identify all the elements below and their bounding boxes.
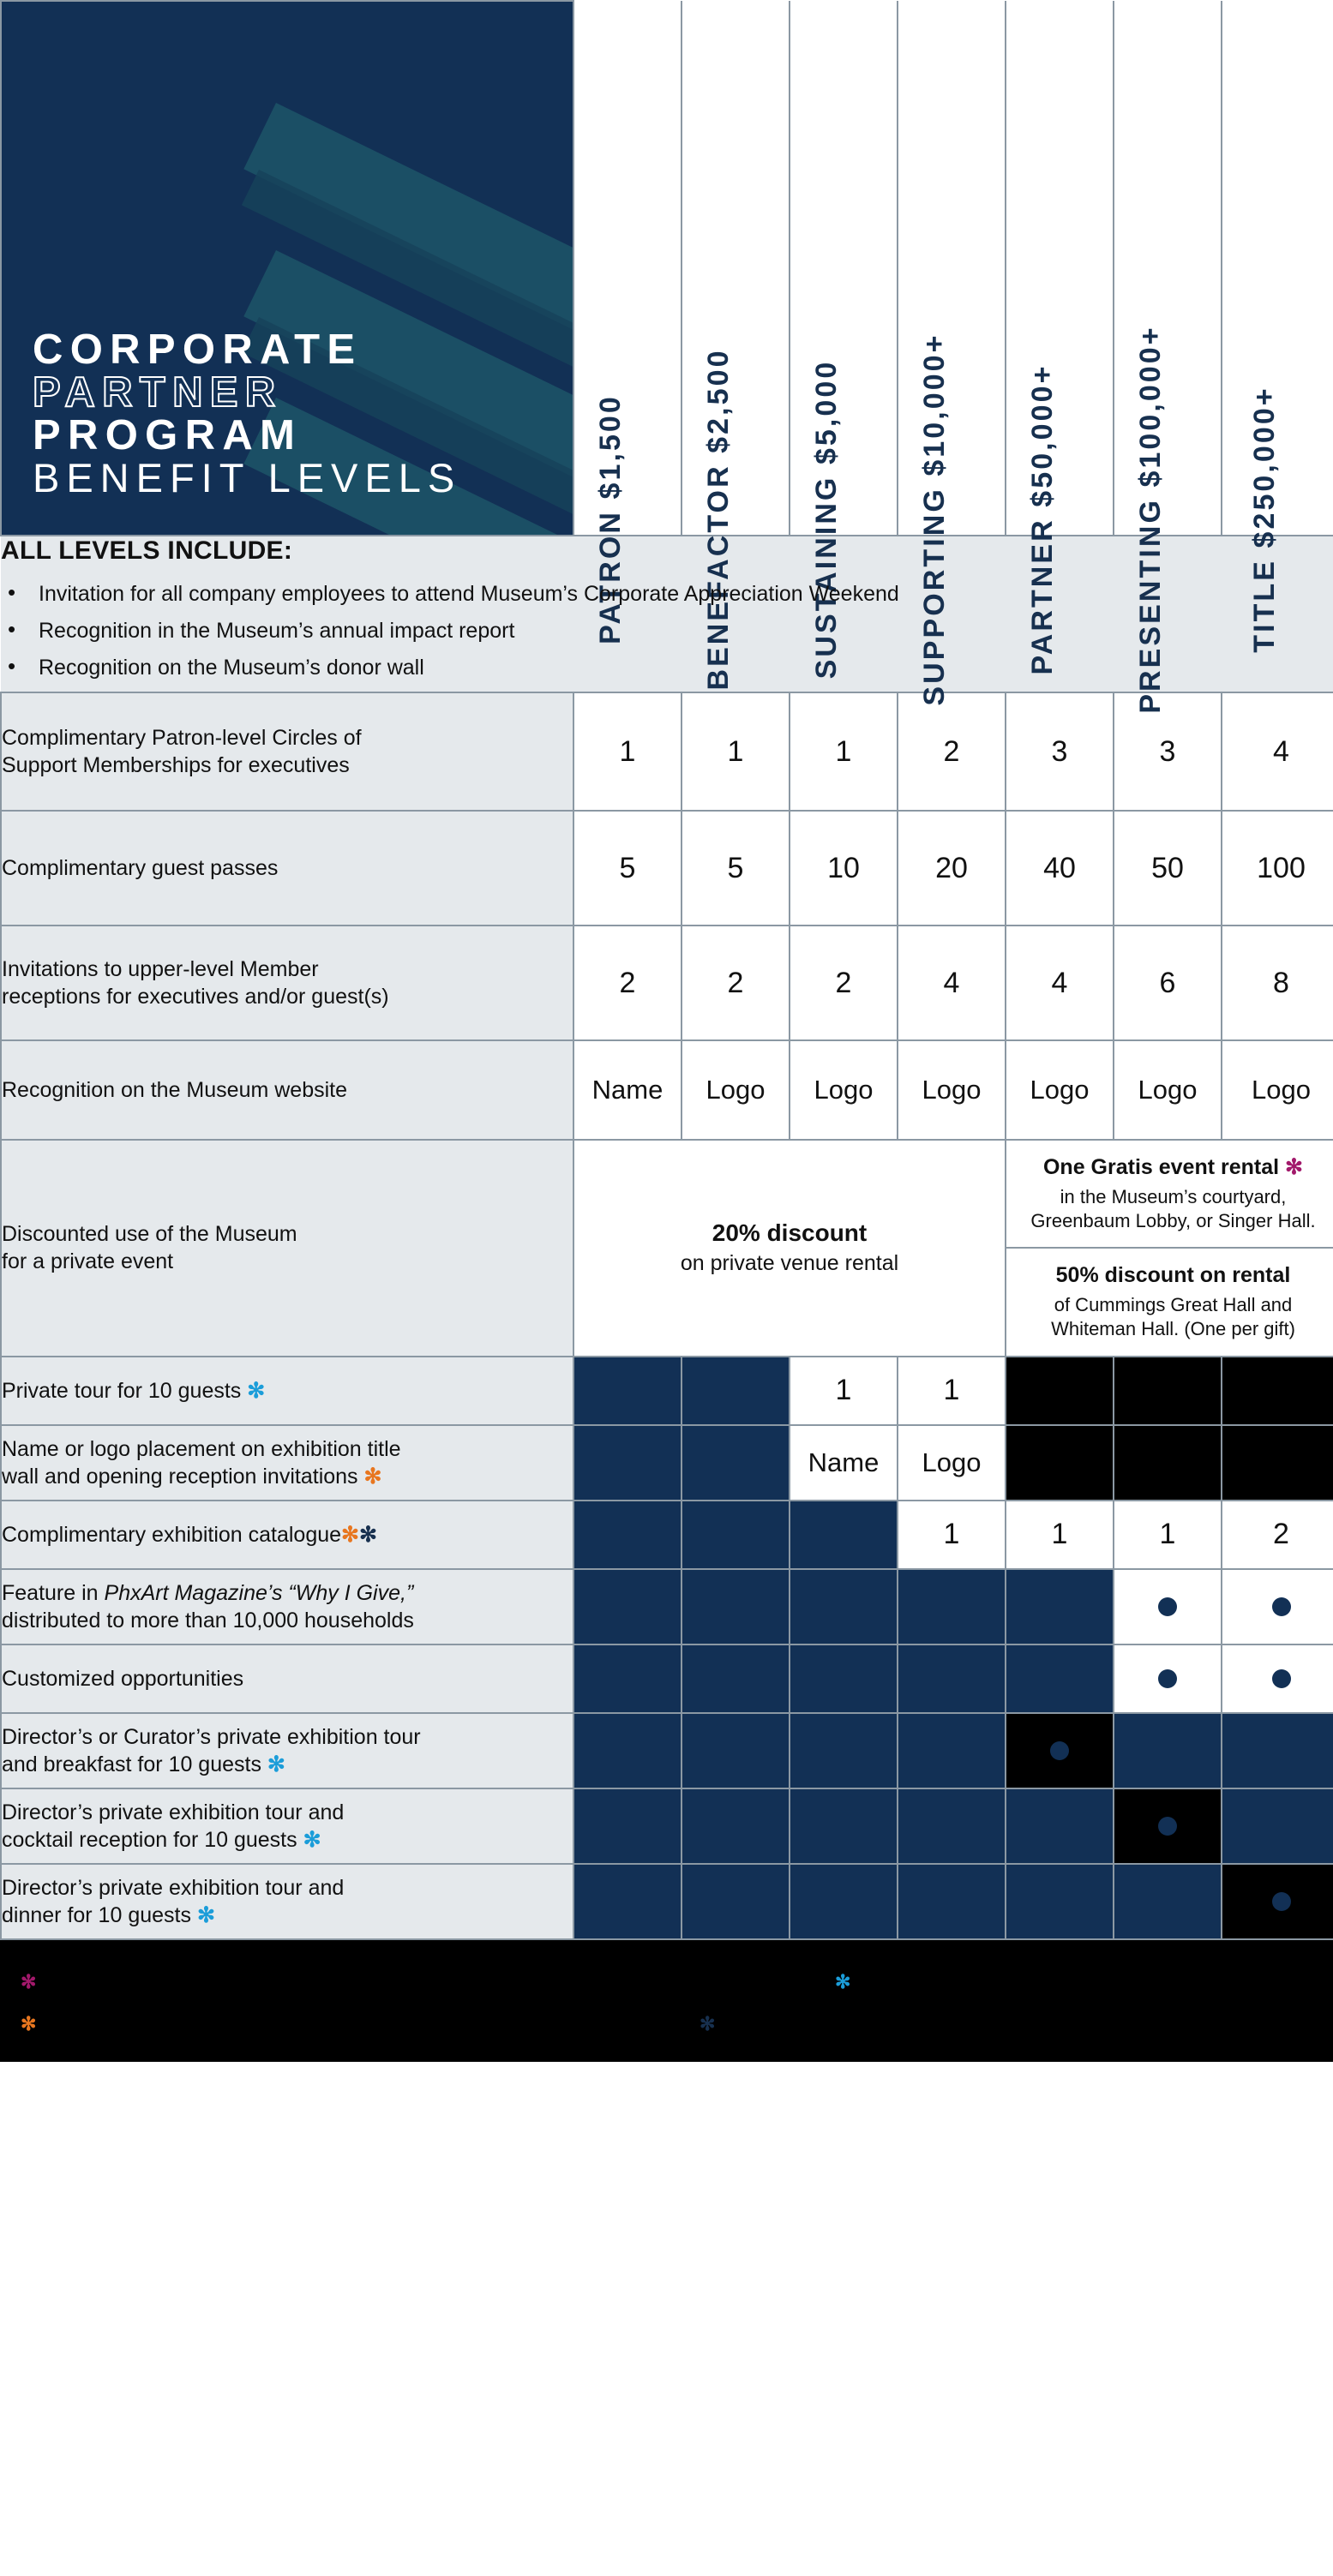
row-label-private-event xyxy=(1,1140,573,1357)
cell-unavailable xyxy=(573,1788,682,1864)
cell-blank-black xyxy=(1114,1357,1222,1425)
row-label-line1: Feature in PhxArt Magazine’s “Why I Give,” xyxy=(2,1580,414,1605)
brand-block xyxy=(1,1,573,536)
asterisk-orange-icon: ✻ xyxy=(21,2013,37,2035)
tier-header-label: TITLE $250,000+ xyxy=(1248,386,1281,653)
row-label-line2-wrap xyxy=(2,1826,573,1854)
row-label-line1: Complimentary guest passes xyxy=(2,856,279,880)
table-row xyxy=(1,1644,1333,1713)
gratis-rental-block xyxy=(1006,1141,1333,1247)
cell-value: 1 xyxy=(898,1357,1006,1425)
gratis-rental-text: One Gratis event rental xyxy=(1042,1155,1280,1179)
cell-unavailable xyxy=(573,1357,682,1425)
row-label-exhibition-catalogue xyxy=(1,1501,573,1569)
asterisk-orange-icon: ✻ xyxy=(341,1522,359,1547)
table-row xyxy=(1,1864,1333,1939)
cell-unavailable xyxy=(682,1644,790,1713)
cell-unavailable xyxy=(790,1713,898,1788)
list-item: • Recognition in the Museum’s annual impact report xyxy=(1,618,1333,644)
row-label-line1: Complimentary Patron-level Circles of xyxy=(2,726,362,750)
cell-unavailable xyxy=(790,1569,898,1644)
gratis-rental-title xyxy=(1018,1154,1328,1180)
cell-value: 2 xyxy=(573,926,682,1040)
cell-unavailable xyxy=(573,1501,682,1569)
fifty-discount-body xyxy=(1018,1293,1328,1341)
cell-included-dot xyxy=(1222,1864,1333,1939)
tier-header-sustaining xyxy=(790,1,898,680)
cell-included-dot xyxy=(1114,1644,1222,1713)
cell-value: 1 xyxy=(790,692,898,811)
cell-value: 40 xyxy=(1006,811,1114,926)
row-label-phxart-feature xyxy=(1,1569,573,1644)
row-label-line1: Invitations to upper-level Member xyxy=(2,957,319,981)
brand-title xyxy=(33,326,462,501)
cell-unavailable xyxy=(682,1425,790,1501)
cell-value: 1 xyxy=(790,1357,898,1425)
discount-headline: 20% discount xyxy=(712,1219,868,1247)
cell-value: 8 xyxy=(1222,926,1333,1040)
asterisk-magenta-icon: ✻ xyxy=(1285,1155,1303,1179)
cell-unavailable xyxy=(790,1501,898,1569)
row-label-invitations xyxy=(1,926,573,1040)
cell-blank-black xyxy=(1006,1425,1114,1501)
magazine-title: PhxArt Magazine’s “Why I Give,” xyxy=(104,1580,414,1605)
row-label-line2: Support Memberships for executives xyxy=(2,753,350,777)
gratis-body-line1: in the Museum’s courtyard, xyxy=(1060,1186,1287,1207)
tier-header-label: PATRON $1,500 xyxy=(594,394,627,644)
list-item: • Invitation for all company employees to attend Museum’s Corporate Appreciation Weekend xyxy=(1,581,1333,607)
tier-header-supporting xyxy=(898,1,1006,706)
cell-value: 3 xyxy=(1006,692,1114,811)
cell-unavailable xyxy=(1006,1864,1114,1939)
cell-unavailable xyxy=(1006,1788,1114,1864)
cell-unavailable xyxy=(790,1788,898,1864)
cell-unavailable xyxy=(898,1644,1006,1713)
table-row xyxy=(1,1040,1333,1140)
cell-unavailable xyxy=(573,1569,682,1644)
table-row xyxy=(1,1788,1333,1864)
row-label-line1: Complimentary exhibition catalogue xyxy=(2,1522,342,1547)
cell-unavailable xyxy=(573,1713,682,1788)
cell-unavailable xyxy=(1006,1644,1114,1713)
cell-blank-black xyxy=(1222,1425,1333,1501)
cell-unavailable xyxy=(573,1425,682,1501)
asterisk-cyan-icon: ✻ xyxy=(196,1902,215,1927)
row-label-line2-wrap xyxy=(2,1902,573,1929)
cell-value: 1 xyxy=(682,692,790,811)
cell-unavailable xyxy=(790,1644,898,1713)
cell-included-dot xyxy=(1222,1644,1333,1713)
cell-unavailable xyxy=(682,1713,790,1788)
brand-line-program: PROGRAM xyxy=(33,412,303,459)
row-label-director-dinner xyxy=(1,1864,573,1939)
cell-unavailable xyxy=(1006,1569,1114,1644)
table-row xyxy=(1,1569,1333,1644)
cell-upper-tier-rentals xyxy=(1006,1140,1333,1357)
cell-unavailable xyxy=(682,1864,790,1939)
tier-header-label: SUSTAINING $5,000 xyxy=(810,359,843,680)
cell-value: Logo xyxy=(1006,1040,1114,1140)
cell-value: 20 xyxy=(898,811,1006,926)
row-label-line1: Customized opportunities xyxy=(2,1666,244,1691)
row-label-line1: Private tour for 10 guests xyxy=(2,1378,242,1403)
cell-value: 2 xyxy=(898,692,1006,811)
fifty-body-line1: of Cummings Great Hall and xyxy=(1054,1294,1293,1316)
cell-unavailable xyxy=(898,1788,1006,1864)
discount-sub: on private venue rental xyxy=(680,1251,899,1276)
cell-value: Logo xyxy=(898,1425,1006,1501)
row-label-name-logo-placement xyxy=(1,1425,573,1501)
asterisk-magenta-icon: ✻ xyxy=(21,1970,37,1992)
table-row-private-event xyxy=(1,1140,1333,1357)
table-row xyxy=(1,926,1333,1040)
asterisk-navy-icon: ✻ xyxy=(359,1522,377,1547)
cell-unavailable xyxy=(898,1569,1006,1644)
fifty-discount-title: 50% discount on rental xyxy=(1055,1263,1291,1288)
row-label-line1: Director’s or Curator’s private exhibition tour xyxy=(2,1724,421,1749)
cell-value: Name xyxy=(573,1040,682,1140)
asterisk-navy-icon: ✻ xyxy=(700,2013,716,2035)
cell-blank-black xyxy=(1114,1425,1222,1501)
asterisk-cyan-icon: ✻ xyxy=(303,1827,321,1852)
row-label-director-breakfast xyxy=(1,1713,573,1788)
cell-included-dot xyxy=(1114,1569,1222,1644)
list-item: • Recognition on the Museum’s donor wall xyxy=(1,655,1333,680)
row-label-line2: distributed to more than 10,000 households xyxy=(2,1608,414,1632)
cell-unavailable xyxy=(682,1569,790,1644)
row-label-customized-opportunities xyxy=(1,1644,573,1713)
cell-20-percent-discount xyxy=(573,1140,1006,1357)
row-label-line2-wrap xyxy=(2,1751,573,1778)
cell-value: 100 xyxy=(1222,811,1333,926)
row-label-website-recognition xyxy=(1,1040,573,1140)
row-label-line2: for a private event xyxy=(2,1249,174,1274)
cell-value: Logo xyxy=(1114,1040,1222,1140)
footnotes-block xyxy=(0,1940,1333,2063)
row-label-private-tour xyxy=(1,1357,573,1425)
cell-unavailable xyxy=(682,1501,790,1569)
row-label-line1: Name or logo placement on exhibition title xyxy=(2,1436,401,1461)
cell-unavailable xyxy=(573,1864,682,1939)
gratis-rental-body xyxy=(1018,1185,1328,1233)
tier-header-patron xyxy=(573,1,682,644)
cell-value: Logo xyxy=(790,1040,898,1140)
cell-blank-black xyxy=(1006,1357,1114,1425)
cell-value: 6 xyxy=(1114,926,1222,1040)
table-row xyxy=(1,811,1333,926)
row-label-line1: Director’s private exhibition tour and xyxy=(2,1800,345,1824)
all-levels-block xyxy=(1,536,1333,692)
asterisk-cyan-icon: ✻ xyxy=(267,1752,285,1776)
cell-value: 4 xyxy=(1222,692,1333,811)
cell-value: 10 xyxy=(790,811,898,926)
tier-header-label: SUPPORTING $10,000+ xyxy=(918,332,951,706)
row-label-line2: cocktail reception for 10 guests xyxy=(2,1827,297,1852)
cell-unavailable xyxy=(1114,1713,1222,1788)
cell-value: 4 xyxy=(1006,926,1114,1040)
row-label-line2: and breakfast for 10 guests xyxy=(2,1752,261,1776)
row-label-director-cocktail xyxy=(1,1788,573,1864)
row-label-guest-passes xyxy=(1,811,573,926)
brand-line-corporate: CORPORATE xyxy=(33,326,363,374)
tier-header-benefactor xyxy=(682,1,790,691)
cell-unavailable xyxy=(682,1357,790,1425)
tier-header-presenting xyxy=(1114,1,1222,714)
cell-unavailable xyxy=(898,1864,1006,1939)
asterisk-cyan-icon: ✻ xyxy=(835,1970,851,1992)
tier-header-label: PARTNER $50,000+ xyxy=(1026,363,1059,675)
footnote-cyan xyxy=(835,1966,1238,1998)
cell-value: 4 xyxy=(898,926,1006,1040)
cell-included-dot xyxy=(1006,1713,1114,1788)
cell-value: 3 xyxy=(1114,692,1222,811)
cell-value: Logo xyxy=(682,1040,790,1140)
row-label-line1: Recognition on the Museum website xyxy=(2,1078,348,1102)
cell-value: 1 xyxy=(1114,1501,1222,1569)
brand-line-benefit-levels: BENEFIT LEVELS xyxy=(33,455,462,501)
row-label-line2: dinner for 10 guests xyxy=(2,1902,191,1927)
cell-unavailable xyxy=(682,1788,790,1864)
cell-unavailable xyxy=(898,1713,1006,1788)
cell-value: Logo xyxy=(898,1040,1006,1140)
cell-value: Name xyxy=(790,1425,898,1501)
all-levels-row xyxy=(1,536,1333,692)
cell-blank-black xyxy=(1222,1357,1333,1425)
footnote-navy xyxy=(700,2008,1102,2040)
tier-header-label: PRESENTING $100,000+ xyxy=(1134,325,1167,714)
row-label-line1: Director’s private exhibition tour and xyxy=(2,1875,345,1900)
all-levels-list xyxy=(1,581,1333,680)
tier-header-partner xyxy=(1006,1,1114,675)
cell-value: 5 xyxy=(682,811,790,926)
fifty-body-line2: Whiteman Hall. (One per gift) xyxy=(1051,1318,1295,1340)
cell-value: 2 xyxy=(682,926,790,1040)
cell-included-dot xyxy=(1114,1788,1222,1864)
cell-unavailable xyxy=(1114,1864,1222,1939)
cell-value: 1 xyxy=(573,692,682,811)
cell-value: 2 xyxy=(790,926,898,1040)
footnote-row-1 xyxy=(21,1966,1312,1998)
tier-header-label: BENEFACTOR $2,500 xyxy=(702,348,735,691)
fifty-discount-block xyxy=(1006,1247,1333,1355)
row-label-memberships xyxy=(1,692,573,811)
cell-unavailable xyxy=(1222,1788,1333,1864)
asterisk-orange-icon: ✻ xyxy=(363,1464,382,1489)
cell-value: 50 xyxy=(1114,811,1222,926)
cell-value: 5 xyxy=(573,811,682,926)
tier-header-title xyxy=(1222,1,1333,653)
footnote-row-2 xyxy=(21,2008,1312,2040)
row-label-line2: wall and opening reception invitations xyxy=(2,1464,358,1489)
cell-value: 1 xyxy=(898,1501,1006,1569)
cell-unavailable xyxy=(1222,1713,1333,1788)
gratis-body-line2: Greenbaum Lobby, or Singer Hall. xyxy=(1030,1210,1316,1232)
cell-unavailable xyxy=(573,1644,682,1713)
cell-value: Logo xyxy=(1222,1040,1333,1140)
table-row xyxy=(1,1425,1333,1501)
row-label-line2: receptions for executives and/or guest(s) xyxy=(2,985,389,1009)
asterisk-cyan-icon: ✻ xyxy=(247,1378,266,1403)
table-row xyxy=(1,1501,1333,1569)
cell-unavailable xyxy=(790,1864,898,1939)
all-levels-title: ALL LEVELS INCLUDE: xyxy=(1,536,293,565)
footnote-orange xyxy=(21,2008,501,2040)
table-header-row xyxy=(1,1,1333,536)
table-row xyxy=(1,1713,1333,1788)
cell-included-dot xyxy=(1222,1569,1333,1644)
row-label-line2-wrap xyxy=(2,1463,573,1490)
row-label-line1: Discounted use of the Museum xyxy=(2,1222,297,1247)
cell-value: 2 xyxy=(1222,1501,1333,1569)
table-row xyxy=(1,1357,1333,1425)
footnote-magenta xyxy=(21,1966,501,1998)
table-row xyxy=(1,692,1333,811)
cell-value: 1 xyxy=(1006,1501,1114,1569)
brand-line-partner: PARTNER xyxy=(33,369,283,416)
